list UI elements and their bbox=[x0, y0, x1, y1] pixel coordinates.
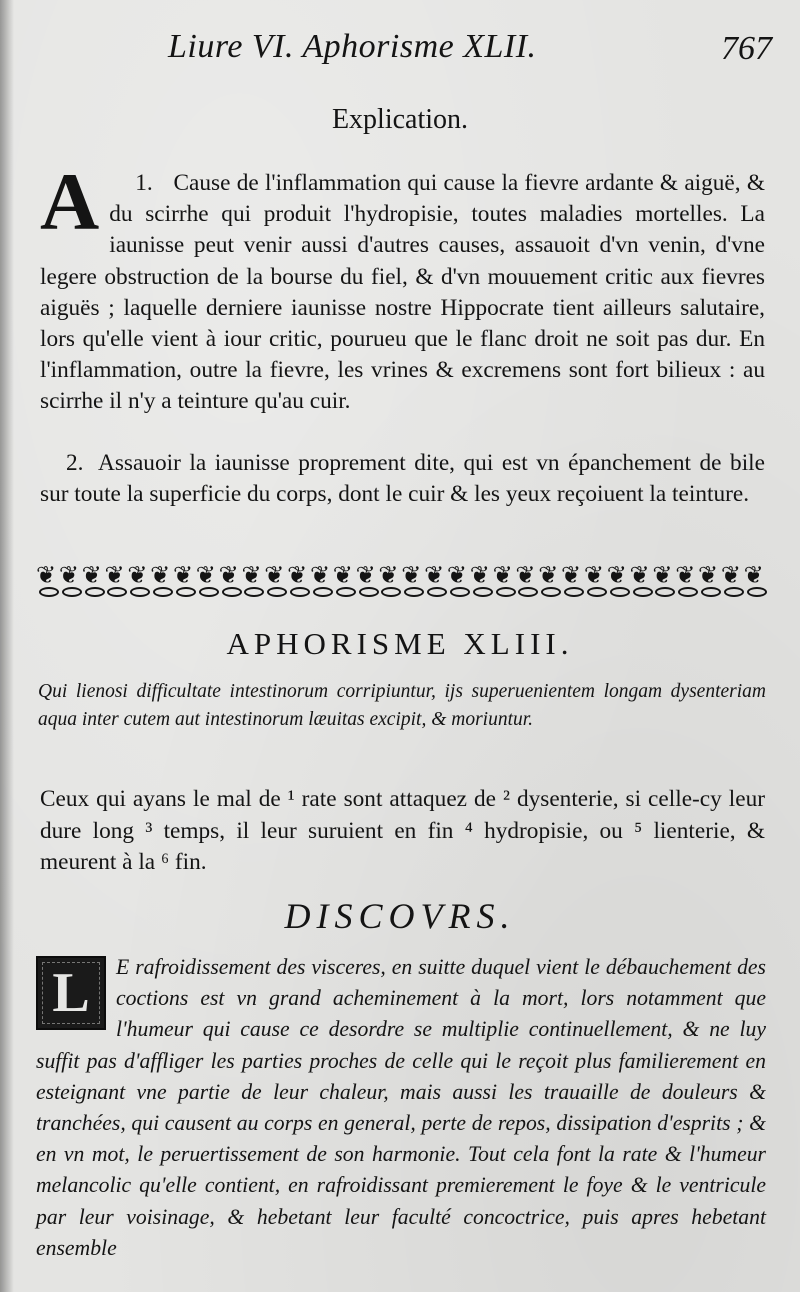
running-title: Liure VI. Aphorisme XLII. bbox=[168, 28, 537, 65]
fleuron-icon bbox=[424, 565, 446, 599]
discours-body bbox=[36, 952, 766, 1264]
fleuron-icon bbox=[584, 565, 606, 599]
fleuron-icon bbox=[515, 565, 537, 599]
paragraph-text: Assauoir la iaunisse proprement dite, qui est vn épanchement de bile sur toute la superficie du corps, dont le cuir & les yeux reçoiuent la teinture. bbox=[40, 450, 765, 508]
fleuron-icon bbox=[493, 565, 515, 599]
fleuron-icon bbox=[356, 565, 378, 599]
fleuron-icon bbox=[652, 565, 674, 599]
fleuron-icon bbox=[698, 565, 720, 599]
fleuron-icon bbox=[561, 565, 583, 599]
page-number: 767 bbox=[721, 30, 772, 67]
note-number: 1. bbox=[135, 170, 153, 196]
decorated-initial bbox=[36, 956, 106, 1030]
explication-heading: Explication. bbox=[331, 104, 469, 135]
fleuron-icon bbox=[607, 565, 629, 599]
fleuron-icon bbox=[447, 565, 469, 599]
fleuron-icon bbox=[219, 565, 241, 599]
fleuron-icon bbox=[310, 565, 332, 599]
drop-capital: A bbox=[40, 156, 100, 247]
fleuron-icon bbox=[721, 565, 743, 599]
fleuron-icon bbox=[675, 565, 697, 599]
fleuron-icon bbox=[173, 565, 195, 599]
fleuron-icon bbox=[127, 565, 149, 599]
fleuron-icon bbox=[538, 565, 560, 599]
fleuron-icon bbox=[59, 565, 81, 599]
fleuron-icon bbox=[82, 565, 104, 599]
aphorism-french-text: Ceux qui ayans le mal de ¹ rate sont attaquez de ² dysenterie, si celle-cy leur dure long ³ temps, il leur suruient en fin ⁴ hydropisie, ou ⁵ lienterie, & meurent à la ⁶ fin. bbox=[40, 786, 765, 875]
discours-text: E rafroidissement des visceres, en suitte duquel vient le débauchement des coctions est vn grand acheminement à la mort, lors notamment que l'humeur qui cause ce desordre se multiplie continuellement, & ne luy suffit pas d'affliger les parties proches de celle qui le reçoit plus familierement en esteignant vne partie de leur chaleur, mais aussi les trauaille de douleurs & tranchées, qui causent au corps en general, perte de repos, dissipation d'esprits ; & en vn mot, le peruertissement de son harmonie. Tout cela font la rate & l'humeur melancolic qu'elle contient, en rafroidissant premierement le foye & le ventricule par leur voisinage, & hebetant leur faculté concoctrice, puis apres hebetant ensemble bbox=[36, 955, 766, 1260]
explication-paragraph-2 bbox=[40, 448, 765, 510]
fleuron-icon bbox=[196, 565, 218, 599]
fleuron-icon bbox=[630, 565, 652, 599]
decorated-initial-letter: L bbox=[52, 962, 90, 1024]
fleuron-icon bbox=[241, 565, 263, 599]
fleuron-icon bbox=[401, 565, 423, 599]
aphorism-latin-text: Qui lienosi difficultate intestinorum corripiuntur, ijs superuenientem longam dysenteriam aqua inter cutem aut intestinorum læuitas excipit, & moriuntur. bbox=[38, 681, 766, 730]
fleuron-icon bbox=[378, 565, 400, 599]
fleuron-icon bbox=[36, 565, 58, 599]
page-header bbox=[0, 28, 800, 78]
paragraph-text: Cause de l'inflammation qui cause la fievre ardante & aiguë, & du scirrhe qui produit l'hydropisie, toutes maladies mortelles. La iaunisse peut venir aussi d'autres causes, assauoit d'vn venin, d'vne legere obstruction de la bourse du fiel, & d'vn mouuement critic aux fievres aiguës ; laquelle derniere iaunisse nostre Hippocrate tient ailleurs salutaire, lors qu'elle vient à iour critic, pourueu que le flanc droit ne soit pas dur. En l'inflammation, outre la fievre, les vrines & excremens sont fort bilieux : au scirrhe il n'y a teinture qu'au cuir. bbox=[40, 170, 765, 415]
fleuron-icon bbox=[470, 565, 492, 599]
fleuron-icon bbox=[333, 565, 355, 599]
discours-heading: DISCOVRS. bbox=[284, 896, 516, 936]
note-number: 2. bbox=[66, 450, 84, 476]
fleuron-icon bbox=[287, 565, 309, 599]
ornamental-border bbox=[36, 562, 766, 602]
fleuron-icon bbox=[264, 565, 286, 599]
fleuron-icon bbox=[744, 565, 766, 599]
explication-paragraph-1 bbox=[40, 156, 765, 418]
aphorism-heading: APHORISME XLIII. bbox=[226, 626, 574, 661]
fleuron-icon bbox=[150, 565, 172, 599]
fleuron-icon bbox=[104, 565, 126, 599]
